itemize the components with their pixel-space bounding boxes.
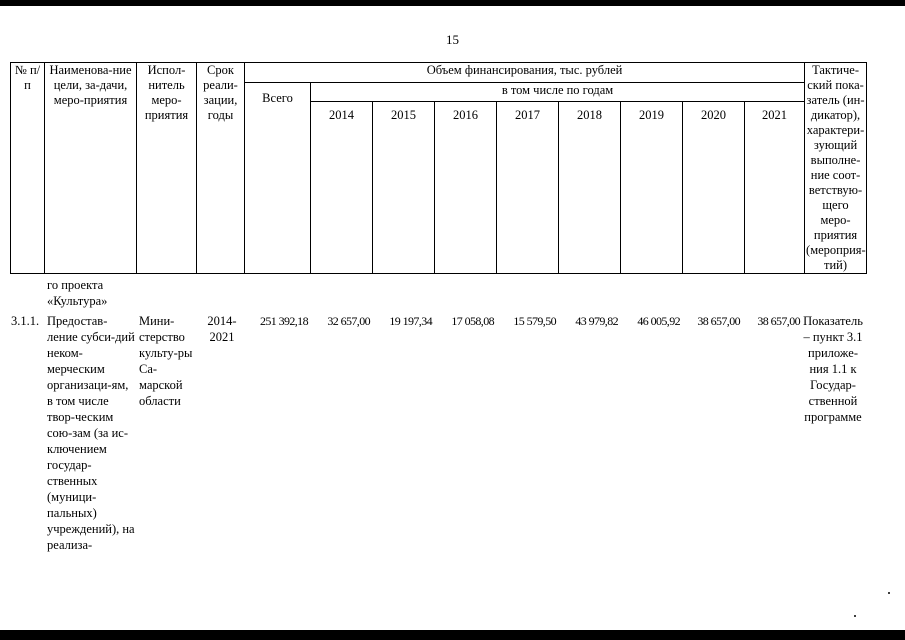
header-funding: Объем финансирования, тыс. рублей [245, 63, 805, 83]
header-year-2020: 2020 [683, 102, 745, 274]
header-total: Всего [245, 83, 311, 274]
row-value-2019: 46 005,92 [637, 314, 680, 328]
row-executor: Мини-стерство культу-ры Са-марской области [139, 314, 193, 408]
header-year-2016: 2016 [435, 102, 497, 274]
continuation-text: го проекта «Культура» [47, 278, 108, 308]
row-name: Предостав-ление субси-дий неком-мерческим организаци-ям, в том числе твор-ческим сою-зам (за ис-ключением государ-ственных (муници-пальных) учреждений), на реализа- [47, 314, 135, 552]
funding-table-header [10, 62, 867, 274]
header-by-years: в том числе по годам [311, 83, 805, 102]
header-year-2021: 2021 [745, 102, 805, 274]
header-term: Срок реали-зации, годы [197, 63, 245, 274]
row-total: 251 392,18 [259, 314, 308, 328]
page-number: 15 [446, 32, 459, 47]
scan-speck [854, 615, 856, 617]
header-year-2015: 2015 [373, 102, 435, 274]
header-indicator: Тактиче-ский пока-затель (ин-дикатор), характери-зующий выполне-ние соот-ветствую-щего меро-приятия (мероприя-тий) [806, 63, 866, 272]
header-executor: Испол-нитель меро-приятия [137, 63, 197, 274]
header-year-2018: 2018 [559, 102, 621, 274]
header-no: № п/п [11, 63, 45, 274]
header-year-2017: 2017 [497, 102, 559, 274]
scan-speck [888, 592, 890, 594]
bottom-scan-border [0, 630, 905, 640]
row-value-2017: 15 579,50 [513, 314, 556, 328]
row-term: 2014-2021 [207, 314, 237, 344]
row-number: 3.1.1. [11, 314, 40, 328]
row-value-2020: 38 657,00 [697, 314, 740, 328]
row-value-2021: 38 657,00 [757, 314, 800, 328]
row-value-2016: 17 058,08 [451, 314, 494, 328]
header-year-2014: 2014 [311, 102, 373, 274]
row-value-2015: 19 197,34 [389, 314, 432, 328]
header-name: Наименова-ние цели, за-дачи, меро-приятия [45, 63, 137, 274]
top-scan-border [0, 0, 905, 6]
row-value-2014: 32 657,00 [327, 314, 370, 328]
row-indicator: Показатель – пункт 3.1 приложе-ния 1.1 к Государ-ственной программе [803, 314, 863, 424]
header-year-2019: 2019 [621, 102, 683, 274]
row-value-2018: 43 979,82 [575, 314, 618, 328]
